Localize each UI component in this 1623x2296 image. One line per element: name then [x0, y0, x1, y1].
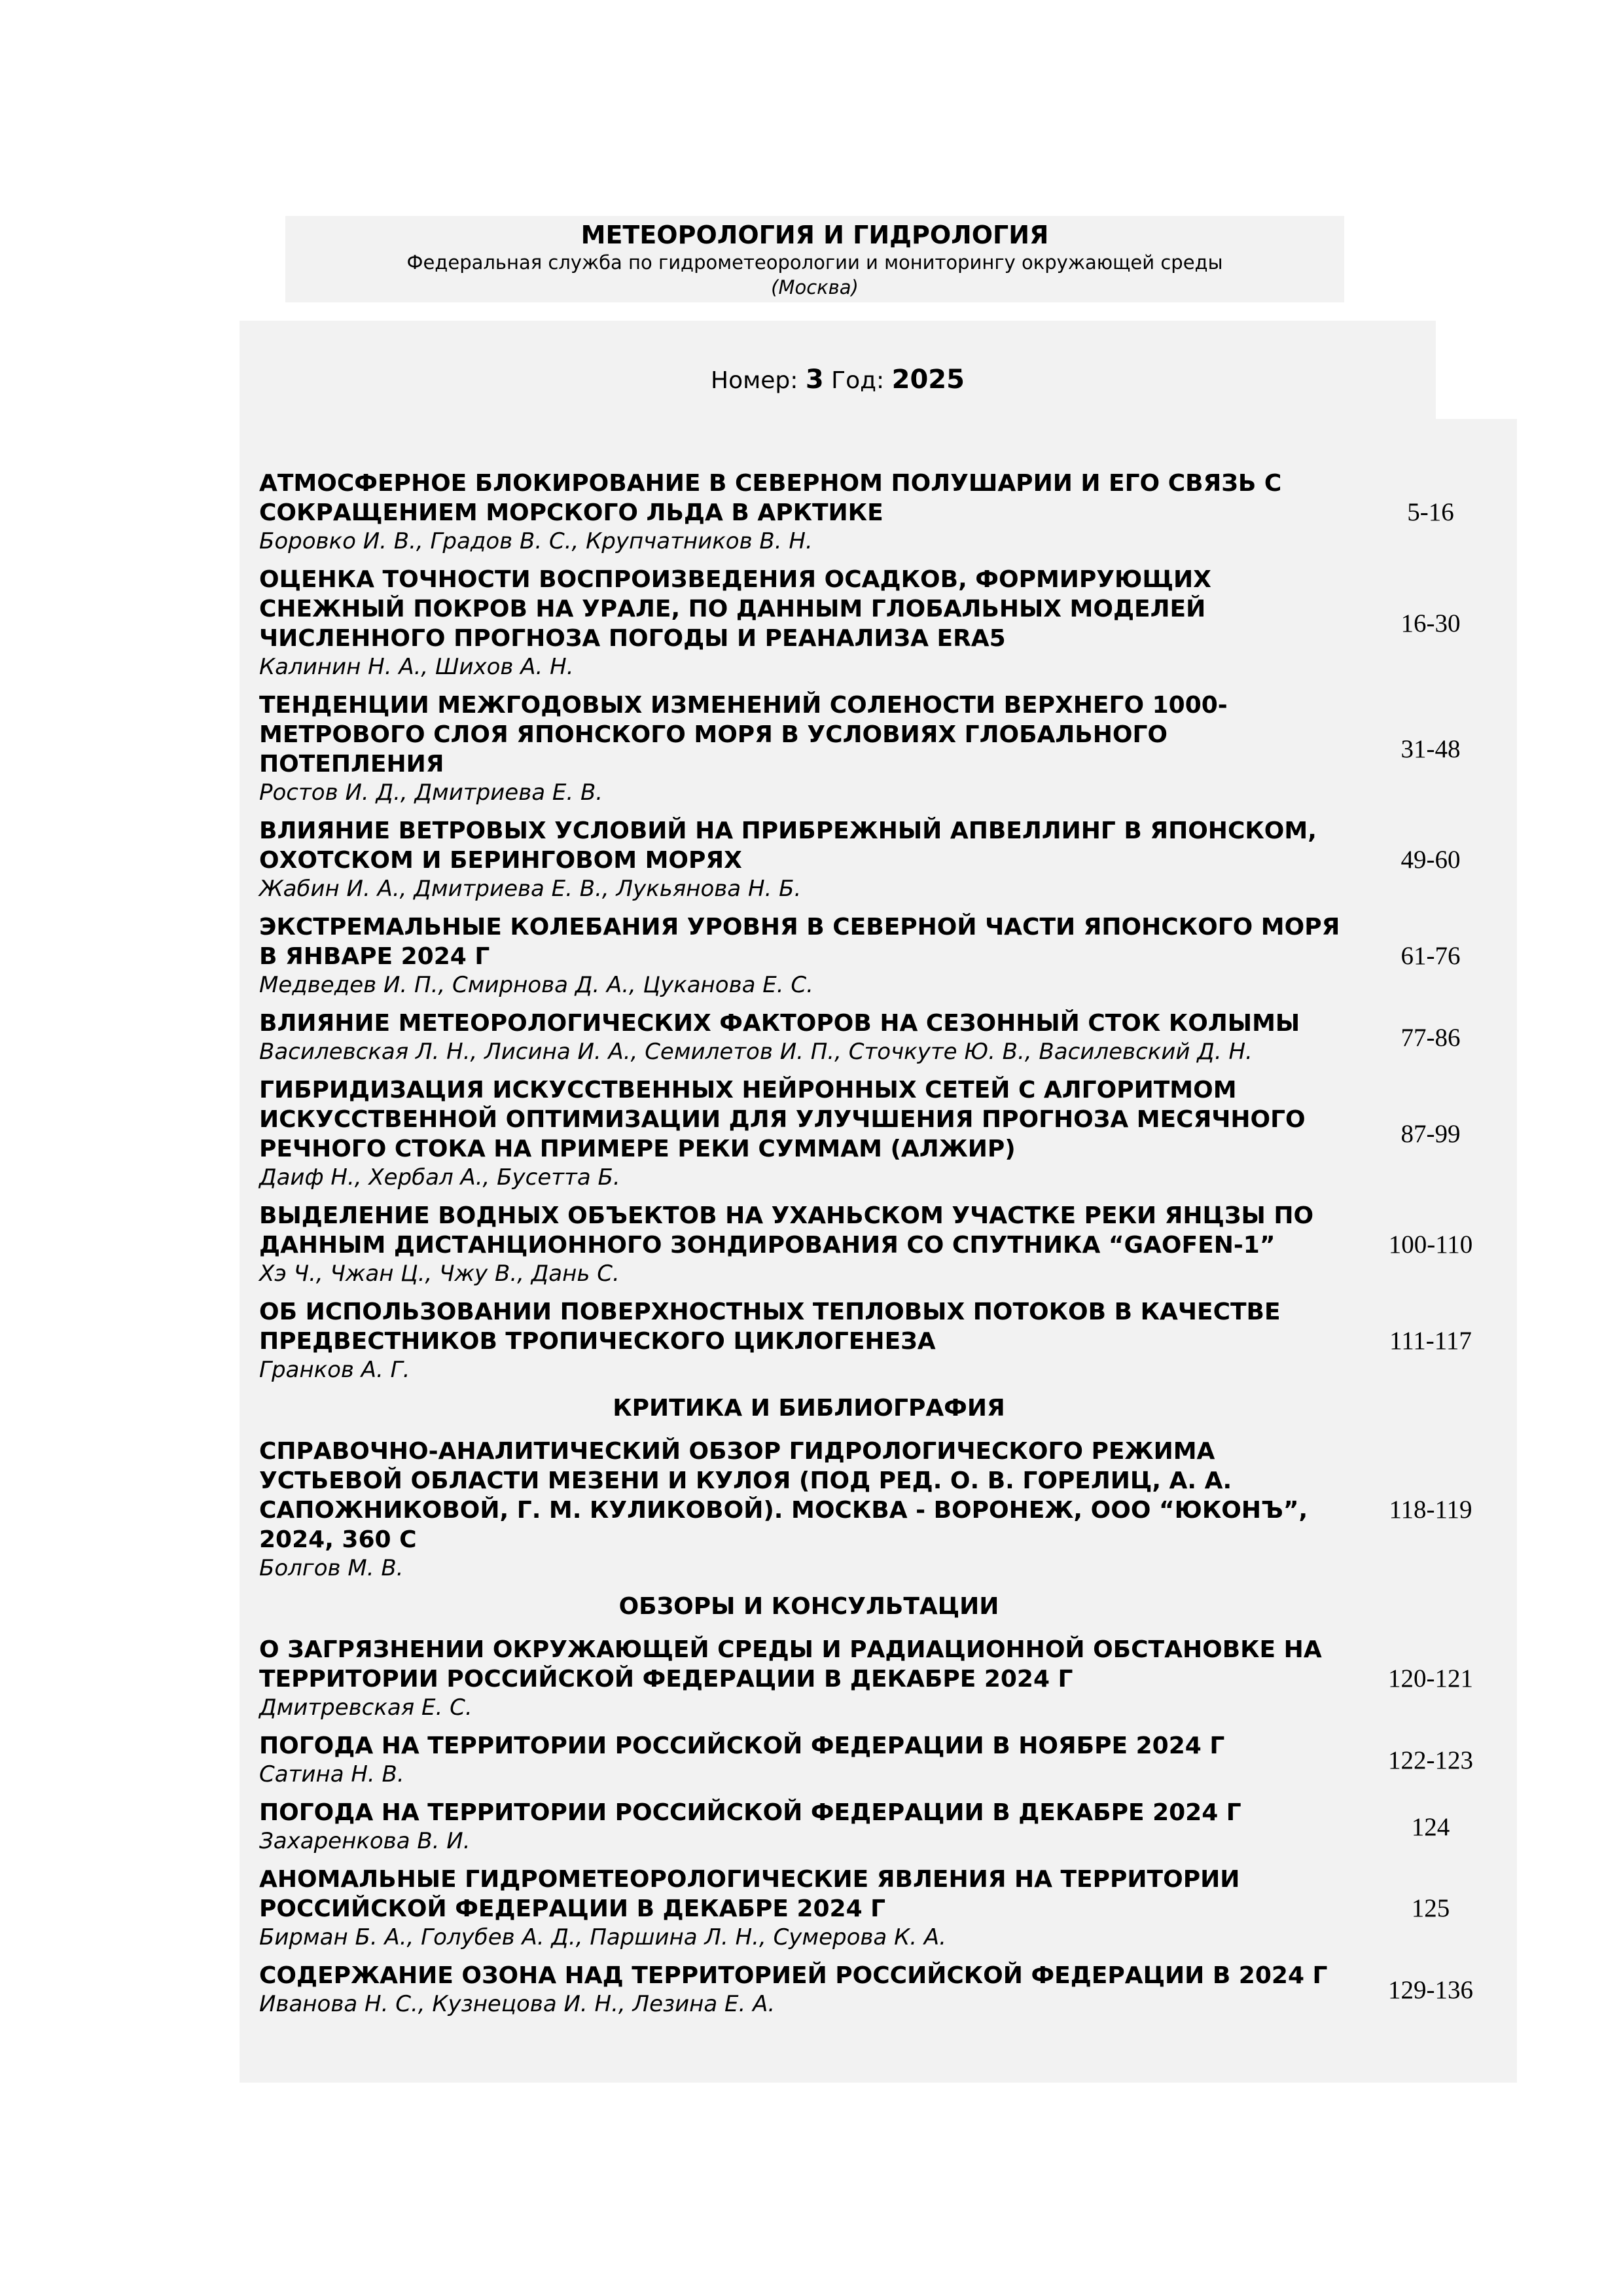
section-heading: КРИТИКА И БИБЛИОГРАФИЯ — [613, 1395, 1005, 1422]
journal-title: МЕТЕОРОЛОГИЯ И ГИДРОЛОГИЯ — [580, 221, 1049, 249]
toc-entry-text — [259, 1437, 1359, 1583]
article-pages: 100-110 — [1388, 1230, 1473, 1259]
article-authors: Даиф Н., Хербал А., Бусетта Б. — [259, 1164, 620, 1191]
article-pages: 5-16 — [1407, 498, 1454, 526]
section-heading: ОБЗОРЫ И КОНСУЛЬТАЦИИ — [618, 1593, 999, 1620]
toc-entry-text — [259, 1865, 1359, 1952]
journal-header — [285, 216, 1344, 302]
article-authors: Хэ Ч., Чжан Ц., Чжу В., Дань С. — [259, 1261, 620, 1287]
article-title-link[interactable]: ТЕНДЕНЦИИ МЕЖГОДОВЫХ ИЗМЕНЕНИЙ СОЛЕНОСТИ ВЕРХНЕГО 1000-МЕТРОВОГО СЛОЯ ЯПОНСКОГО МОРЯ В УСЛОВИЯХ ГЛОБАЛЬНОГО ПОТЕПЛЕНИЯ — [259, 692, 1228, 778]
article-authors: Бирман Б. А., Голубев А. Д., Паршина Л. Н., Сумерова К. А. — [259, 1924, 946, 1950]
article-title-link[interactable]: ГИБРИДИЗАЦИЯ ИСКУССТВЕННЫХ НЕЙРОННЫХ СЕТЕЙ С АЛГОРИТМОМ ИСКУССТВЕННОЙ ОПТИМИЗАЦИИ ДЛЯ УЛУЧШЕНИЯ ПРОГНОЗА МЕСЯЧНОГО РЕЧНОГО СТОКА НА ПРИМЕРЕ РЕКИ СУММАМ (АЛЖИР) — [259, 1077, 1306, 1162]
article-pages: 124 — [1411, 1812, 1450, 1841]
article-pages: 87-99 — [1400, 1119, 1461, 1148]
toc-entry-text — [259, 1961, 1359, 2018]
article-authors: Болгов М. В. — [259, 1555, 404, 1581]
article-title-link[interactable]: АТМОСФЕРНОЕ БЛОКИРОВАНИЕ В СЕВЕРНОМ ПОЛУШАРИИ И ЕГО СВЯЗЬ С СОКРАЩЕНИЕМ МОРСКОГО ЛЬДА В АРКТИКЕ — [259, 470, 1282, 526]
article-title-link[interactable]: ВЫДЕЛЕНИЕ ВОДНЫХ ОБЪЕКТОВ НА УХАНЬСКОМ УЧАСТКЕ РЕКИ ЯНЦЗЫ ПО ДАННЫМ ДИСТАНЦИОННОГО ЗОНДИРОВАНИЯ СО СПУТНИКА “GAOFEN-1” — [259, 1202, 1314, 1259]
article-pages: 49-60 — [1400, 846, 1461, 874]
article-pages: 129-136 — [1388, 1975, 1473, 2004]
toc-entry — [259, 816, 1503, 903]
toc-entry — [259, 1635, 1503, 1722]
issue-year-label: Год: — [831, 367, 885, 394]
article-title-link[interactable]: ОЦЕНКА ТОЧНОСТИ ВОСПРОИЗВЕДЕНИЯ ОСАДКОВ, ФОРМИРУЮЩИХ СНЕЖНЫЙ ПОКРОВ НА УРАЛЕ, ПО ДАННЫМ ГЛОБАЛЬНЫХ МОДЕЛЕЙ ЧИСЛЕННОГО ПРОГНОЗА ПОГОДЫ И РЕАНАЛИЗА ERA5 — [259, 566, 1211, 652]
toc-entry-text — [259, 912, 1359, 999]
article-title-link[interactable]: О ЗАГРЯЗНЕНИИ ОКРУЖАЮЩЕЙ СРЕДЫ И РАДИАЦИОННОЙ ОБСТАНОВКЕ НА ТЕРРИТОРИИ РОССИЙСКОЙ ФЕДЕРАЦИИ В ДЕКАБРЕ 2024 Г — [259, 1636, 1322, 1693]
journal-city: (Москва) — [771, 276, 859, 298]
article-title-link[interactable]: СПРАВОЧНО-АНАЛИТИЧЕСКИЙ ОБЗОР ГИДРОЛОГИЧЕСКОГО РЕЖИМА УСТЬЕВОЙ ОБЛАСТИ МЕЗЕНИ И КУЛОЯ (ПОД РЕД. О. В. ГОРЕЛИЦ, А. А. САПОЖНИКОВОЙ, Г. М. КУЛИКОВОЙ). МОСКВА - ВОРОНЕЖ, ООО “ЮКОНЪ”, 2024, 360 С — [259, 1438, 1308, 1553]
article-authors: Жабин И. А., Дмитриева Е. В., Лукьянова Н. Б. — [259, 876, 802, 902]
toc-entry — [259, 565, 1503, 681]
article-authors: Сатина Н. В. — [259, 1761, 404, 1787]
article-pages: 31-48 — [1400, 734, 1461, 763]
toc-entry-text — [259, 1635, 1359, 1722]
article-pages: 118-119 — [1389, 1496, 1472, 1524]
toc-entry — [259, 1009, 1503, 1066]
toc-entry-text — [259, 691, 1359, 807]
issue-number: 3 — [805, 365, 824, 395]
article-authors: Захаренкова В. И. — [259, 1828, 471, 1854]
article-pages: 77-86 — [1400, 1023, 1461, 1052]
table-of-contents — [259, 469, 1503, 2028]
article-title-link[interactable]: ПОГОДА НА ТЕРРИТОРИИ РОССИЙСКОЙ ФЕДЕРАЦИИ В НОЯБРЕ 2024 Г — [259, 1732, 1225, 1759]
toc-entry — [259, 1437, 1503, 1583]
article-pages: 16-30 — [1400, 609, 1461, 637]
article-authors: Калинин Н. А., Шихов А. Н. — [259, 654, 574, 680]
article-authors: Боровко И. В., Градов В. С., Крупчатников В. Н. — [259, 528, 813, 554]
article-title-link[interactable]: ОБ ИСПОЛЬЗОВАНИИ ПОВЕРХНОСТНЫХ ТЕПЛОВЫХ ПОТОКОВ В КАЧЕСТВЕ ПРЕДВЕСТНИКОВ ТРОПИЧЕСКОГО ЦИКЛОГЕНЕЗА — [259, 1299, 1281, 1355]
toc-container — [240, 419, 1517, 2083]
article-authors: Ростов И. Д., Дмитриева Е. В. — [259, 780, 603, 806]
article-authors: Дмитревская Е. С. — [259, 1695, 473, 1721]
toc-entry-text — [259, 1731, 1359, 1789]
article-pages: 120-121 — [1388, 1664, 1473, 1693]
toc-entry-text — [259, 565, 1359, 681]
toc-entry — [259, 1075, 1503, 1192]
toc-entry — [259, 1798, 1503, 1856]
toc-entry-text — [259, 1201, 1359, 1288]
toc-entry-text — [259, 1297, 1359, 1384]
article-authors: Гранков А. Г. — [259, 1357, 410, 1383]
toc-entry — [259, 1865, 1503, 1952]
toc-entry — [259, 912, 1503, 999]
article-title-link[interactable]: СОДЕРЖАНИЕ ОЗОНА НАД ТЕРРИТОРИЕЙ РОССИЙСКОЙ ФЕДЕРАЦИИ В 2024 Г — [259, 1962, 1328, 1989]
article-pages: 61-76 — [1400, 942, 1461, 970]
issue-info — [240, 363, 1436, 397]
article-authors: Медведев И. П., Смирнова Д. А., Цуканова Е. С. — [259, 972, 813, 998]
toc-entry — [259, 1731, 1503, 1789]
article-title-link[interactable]: АНОМАЛЬНЫЕ ГИДРОМЕТЕОРОЛОГИЧЕСКИЕ ЯВЛЕНИЯ НА ТЕРРИТОРИИ РОССИЙСКОЙ ФЕДЕРАЦИИ В ДЕКАБРЕ 2024 Г — [259, 1866, 1240, 1922]
toc-entry-text — [259, 1009, 1359, 1066]
toc-entry — [259, 1201, 1503, 1288]
journal-publisher: Федеральная служба по гидрометеорологии и мониторингу окружающей среды — [406, 251, 1223, 274]
issue-number-label: Номер: — [711, 367, 798, 394]
article-pages: 122-123 — [1388, 1746, 1473, 1774]
article-pages: 125 — [1411, 1894, 1450, 1922]
toc-entry-text — [259, 1798, 1359, 1856]
toc-entry — [259, 469, 1503, 556]
article-title-link[interactable]: ЭКСТРЕМАЛЬНЫЕ КОЛЕБАНИЯ УРОВНЯ В СЕВЕРНОЙ ЧАСТИ ЯПОНСКОГО МОРЯ В ЯНВАРЕ 2024 Г — [259, 914, 1340, 970]
toc-entry — [259, 1961, 1503, 2018]
article-title-link[interactable]: ВЛИЯНИЕ ВЕТРОВЫХ УСЛОВИЙ НА ПРИБРЕЖНЫЙ АПВЕЛЛИНГ В ЯПОНСКОМ, ОХОТСКОМ И БЕРИНГОВОМ МОРЯХ — [259, 817, 1317, 874]
article-title-link[interactable]: ПОГОДА НА ТЕРРИТОРИИ РОССИЙСКОЙ ФЕДЕРАЦИИ В ДЕКАБРЕ 2024 Г — [259, 1799, 1241, 1826]
article-title-link[interactable]: ВЛИЯНИЕ МЕТЕОРОЛОГИЧЕСКИХ ФАКТОРОВ НА СЕЗОННЫЙ СТОК КОЛЫМЫ — [259, 1010, 1300, 1037]
article-authors: Иванова Н. С., Кузнецова И. Н., Лезина Е. А. — [259, 1991, 776, 2017]
article-authors: Василевская Л. Н., Лисина И. А., Семилетов И. П., Сточкуте Ю. В., Василевский Д. Н. — [259, 1039, 1253, 1065]
toc-entry-text — [259, 469, 1359, 556]
toc-entry — [259, 1297, 1503, 1384]
article-pages: 111-117 — [1389, 1327, 1472, 1355]
issue-year: 2025 — [891, 365, 965, 395]
toc-entry-text — [259, 816, 1359, 903]
toc-entry-text — [259, 1075, 1359, 1192]
toc-entry — [259, 691, 1503, 807]
